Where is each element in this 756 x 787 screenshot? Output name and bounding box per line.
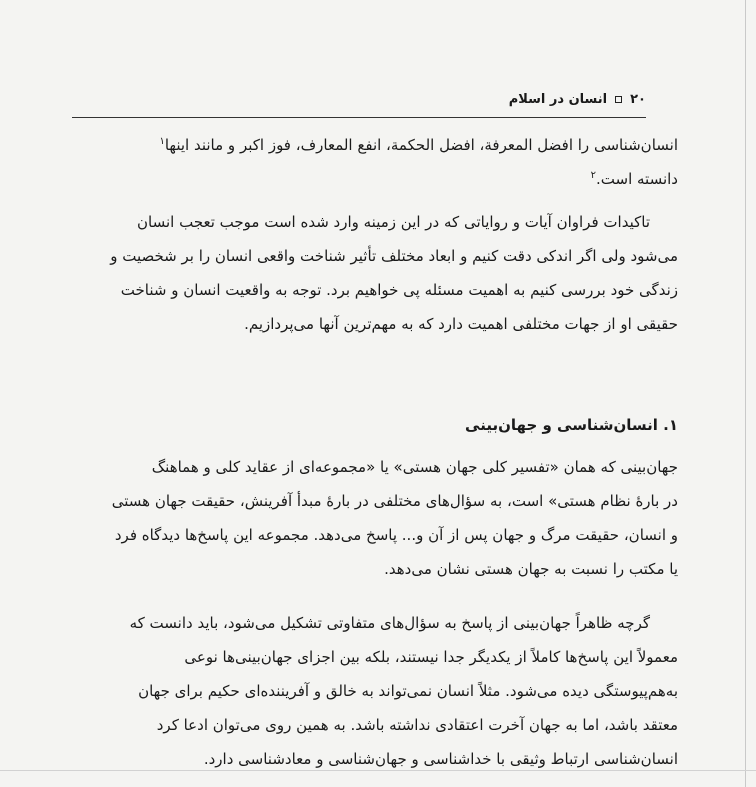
line-text: انسان‌شناسی را افضل المعرفة، افضل الحکمة، انفع المعارف، فوز اکبر و مانند اینها — [164, 136, 678, 154]
paragraph-line: می‌شود ولی اگر اندکی دقت کنیم و ابعاد مختلف تأثیر شناخت واقعی انسان را بر شخصیت و — [110, 247, 678, 265]
paragraph-line: جهان‌بینی که همان «تفسیر کلی جهان هستی» یا «مجموعه‌ای از عقاید کلی و هماهنگ — [151, 458, 678, 476]
paragraph-line: گرچه ظاهراً جهان‌بینی از پاسخ به سؤال‌های متفاوتی تشکیل می‌شود، باید دانست که — [129, 614, 650, 632]
line-text: دانسته است. — [596, 170, 678, 188]
paragraph-line: معمولاً این پاسخ‌ها کاملاً از یکدیگر جدا نیستند، بلکه بین اجزای جهان‌بینی‌ها نوعی — [184, 648, 678, 666]
header-rule — [72, 117, 646, 118]
book-title: انسان در اسلام — [508, 92, 608, 107]
paragraph-3 — [72, 450, 678, 586]
paragraph-line: به‌هم‌پیوستگی دیده می‌شود. مثلاً انسان نمی‌تواند به خالق و آفریننده‌ای حکیم برای جهان — [138, 682, 678, 700]
paragraph-2 — [72, 205, 678, 341]
paragraph-line: یا مکتب را نسبت به جهان هستی نشان می‌دهد. — [384, 560, 678, 578]
paragraph-1 — [72, 128, 678, 196]
paragraph-line: و انسان، حقیقت مرگ و جهان پس از آن و... پاسخ می‌دهد. مجموعه این پاسخ‌ها دیدگاه فرد — [114, 526, 678, 544]
section-heading: ۱. انسان‌شناسی و جهان‌بینی — [465, 416, 678, 434]
paragraph-line: زندگی خود بررسی کنیم به اهمیت مسئله پی خواهیم برد. توجه به واقعیت انسان و شناخت — [120, 281, 678, 299]
paragraph-line: تاکیدات فراوان آیات و روایاتی که در این زمینه وارد شده است موجب تعجب انسان — [137, 213, 650, 231]
running-head — [509, 92, 646, 107]
paragraph-line — [72, 128, 678, 162]
paragraph-4 — [72, 606, 678, 776]
paragraph-line: در بارهٔ نظام هستی» است، به سؤال‌های مختلفی در بارهٔ مبدأ آفرینش، حقیقت جهان هستی — [111, 492, 678, 510]
footnote-marker: ۱ — [159, 136, 165, 147]
page-number: ۲۰ — [630, 92, 646, 107]
page-edge-right — [745, 0, 746, 787]
square-bullet-icon — [615, 96, 622, 103]
paragraph-line — [72, 162, 678, 196]
paragraph-line: معتقد باشد، اما به جهان آخرت اعتقادی نداشته باشد. به همین روی می‌توان ادعا کرد — [156, 716, 678, 734]
paragraph-line: حقیقی او از جهات مختلفی اهمیت دارد که به مهم‌ترین آنها می‌پردازیم. — [244, 315, 678, 333]
paragraph-line: انسان‌شناسی ارتباط وثیقی با خداشناسی و جهان‌شناسی و معادشناسی دارد. — [203, 750, 678, 768]
footnote-marker: ۲ — [590, 170, 597, 181]
